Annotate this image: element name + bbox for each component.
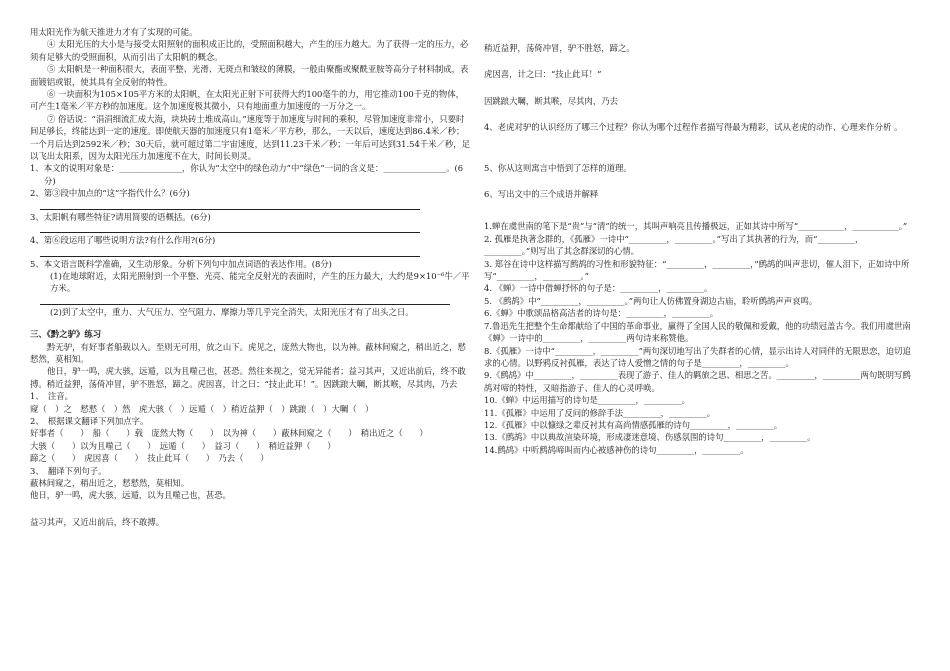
question-5: 5、你从这则寓言中悟到了怎样的道理。 xyxy=(484,162,632,173)
translate-line: 蹄之（ ） 虎因喜（ ） 技止此耳（ ） 乃去（ ） xyxy=(30,453,269,464)
poem-question: 9.《鹧鸪》中_________，_________表现了游子、佳人的羁旅之思、相思之苦。_________，_________两句既明写鹧鸪对啼的特性，又暗指游子、佳人的心灵呼唤。 xyxy=(484,370,911,393)
translate-line: 好事者（ ） 船（ ）载 庞然大物（ ） 以为神（ ）蔽林间窥之（ ） 稍出近之（ ） xyxy=(30,428,428,439)
paragraph: ⑦ 俗话说：“涓涓细流汇成大海，块块砖土堆成高山。”速度等于加速度与时间的乘积，尽管加速度非常小，只要时间足够长，终能达到一定的速度。即使航天器的加速度只有1毫米／平方秒，那么，一天以后，速度达到86.4米／秒；一个月后达到2592米／秒；30天后，就可超过第二宇宙速度，达到11.23千米／秒；一年后可达到31.54千米／秒，足以飞出太阳系，因为太阳光压力加速度不在大，时间长则灵。 xyxy=(30,113,471,162)
answer-line[interactable] xyxy=(40,223,420,233)
sub-question-1: (1)在地球附近，太阳光照射到一个平整、光亮、能完全反射光的表面时，产生的压力最大，大约是9×10⁻⁶牛／平方米。 xyxy=(50,270,470,294)
question-1: 1、本文的说明对象是：_______________，你认为“太空中的绿色动力”中“绿色”一词的含义是：_______________。(6分) xyxy=(30,163,464,186)
sentence: 因跳踉大㘎，断其喉，尽其肉，乃去 xyxy=(484,95,618,106)
right-column xyxy=(484,42,914,456)
question-6: 6、写出文中的三个成语并解释 xyxy=(484,189,599,200)
question-3: 3、太阳帆有哪些特征?请用简要的语概括。(6分) xyxy=(30,211,211,222)
answer-line[interactable] xyxy=(40,247,420,257)
passage-paragraph: 黔无驴，有好事者船载以入。至则无可用，放之山下。虎见之，庞然大物也，以为神。蔽林间窥之，稍出近之，慭慭然，莫相知。 xyxy=(30,341,466,364)
poem-question: 4. 《蝉》一诗中借蝉抒怀的句子是：_________，_________。 xyxy=(484,283,713,294)
paragraph: 用太阳光作为航天推进力才有了实现的可能。 xyxy=(30,27,198,37)
poem-question: 1.蝉在虞世南的笔下是“贵”与“清”的统一，其叫声响亮且传播极远，正如其诗中所写“___________，___________。” xyxy=(484,221,908,232)
answer-line[interactable] xyxy=(40,295,450,305)
question-2: 2、第③段中加点的“这”字指代什么？(6分) xyxy=(30,188,190,199)
poem-question: 2. 孤雁是执著念群的，《孤雁》一诗中“_________，_________。”写出了其执著的行为，而“_________，_________。”则写出了其念群深切的心情。 xyxy=(484,233,864,257)
question-4: 4、老虎对驴的认识经历了哪三个过程？你认为哪个过程作者描写得最为精彩，试从老虎的动作、心理来作分析 。 xyxy=(484,122,903,133)
question-5: 5、本文语言既科学准确，又生动形象。分析下列句中加点词语的表达作用。(8分) xyxy=(30,258,332,269)
poem-question: 10.《蝉》中运用描写的诗句是_________，_________。 xyxy=(484,395,690,406)
question-title: 2、 根据课文翻译下列加点字。 xyxy=(30,415,149,426)
sentence: 虎因喜，计之曰：“技止此耳！” xyxy=(484,69,602,80)
poem-question: 11.《孤雁》中运用了反问的修辞手法_________，_________。 xyxy=(484,407,716,418)
sentence: 他日，驴一鸣，虎大骇，远遁，以为且噬己也，甚恐。 xyxy=(30,490,231,501)
passage-paragraph: 他日，驴一鸣，虎大骇，远遁，以为且噬己也，甚恐。然往来视之，觉无异能者；益习其声，又近出前后，终不敢搏。稍近益狎，荡倚冲冒，驴不胜怒，蹄之。虎因喜，计之曰：“技止此耳！”。因跳踉大㘎，断其喉，尽其肉，乃去 xyxy=(30,366,466,389)
poem-question: 8.《孤雁》一诗中“_________，_________”两句深切地写出了失群者的心情，显示出诗人对同伴的无限思恋，迫切追求的心情。以野鸦反衬孤雁，表达了诗人爱憎之情的句子是_________，_________。 xyxy=(484,345,911,368)
poem-question: 5. 《鹧鸪》中“_________，_________。”两句让人仿佛置身湖边古庙，聆听鹧鸪声声哀鸣。 xyxy=(484,295,818,306)
question-4: 4、第⑥段运用了哪些说明方法?有什么作用?(6分) xyxy=(30,235,216,246)
sentence: 稍近益狎，荡倚冲冒，驴不胜怒，蹄之。 xyxy=(484,43,635,53)
left-column xyxy=(30,26,472,528)
question-title: 1、 注音。 xyxy=(30,391,74,402)
poem-question: 13.《鹧鸪》中以典故渲染环境，形成凄迷意境、伤感氛围的诗句_________，_________。 xyxy=(484,432,816,443)
answer-line[interactable] xyxy=(40,200,420,210)
poem-question: 7.鲁迅先生把整个生命都献给了中国的革命事业，赢得了全国人民的敬佩和爱戴，他的功绩冠盖古今。我们用虞世南《蝉》一诗中的_________，_________两句诗来称赞他。 xyxy=(484,320,911,344)
paragraph: ④ 太阳光压的大小是与接受太阳照射的面积成正比的，受照面积越大，产生的压力越大。为了获得一定的压力，必须有足够大的受照面积，从而引出了太阳帆的概念。 xyxy=(30,39,469,62)
poem-question: 12.《孤雁》中以慷绿之辈反衬其有高尚情感孤雁的诗句_________，_________。 xyxy=(484,419,783,430)
translate-line: 大骇（ ）以为且噬己（ ） 远遁（ ） 益习（ ） 稍近益狎（ ） xyxy=(30,440,336,451)
paragraph: ⑥ 一块面积为105×105平方米的太阳帆，在太阳光正射下可获得大约100毫牛的力，用它推动100千克的物体，可产生1毫米／平方秒的加速度。这个加速度极其微小，只有地面重力加速度的一万分之一。 xyxy=(30,89,464,112)
paragraph: ⑤ 太阳帆是一种面积很大，表面平整、光滑、无斑点和皱纹的薄膜，一般由聚酯或聚酰亚胺等高分子材料制成，表面镀铝或银，使其具有全反射的特性。 xyxy=(30,64,469,87)
question-title: 3、 翻译下列句子。 xyxy=(30,465,107,476)
sentence: 益习其声，又近出前后，终不敢搏。 xyxy=(30,516,164,527)
pinyin-line: 窥（ ）之 慭慭（ ）然 虎大骇（ ）远遁（ ）稍近益狎（ ）跳踉（ ）大㘎（ ） xyxy=(30,403,374,414)
section-title: 三、《黔之驴》练习 xyxy=(30,329,102,340)
sub-question-2: (2)到了太空中，重力、大气压力、空气阻力、摩擦力等几乎完全消失，太阳光压才有了出头之日。 xyxy=(50,306,414,317)
poem-question: 6.《蝉》中歌颂品格高洁者的诗句是：_________，_________。 xyxy=(484,308,719,319)
poem-question: 14.鹧鸪》中听鹧鸪啼叫而内心被感神伤的诗句_________，_________。 xyxy=(484,444,749,455)
poem-question: 3. 郑谷在诗中这样描写鹧鸪的习性和形貌特征：“_________，_________，”鹧鸪的叫声悲切，催人泪下，正如诗中所写“_________，_________。” xyxy=(484,258,910,282)
sentence: 蔽林间窥之，稍出近之，慭慭然，莫相知。 xyxy=(30,478,190,488)
